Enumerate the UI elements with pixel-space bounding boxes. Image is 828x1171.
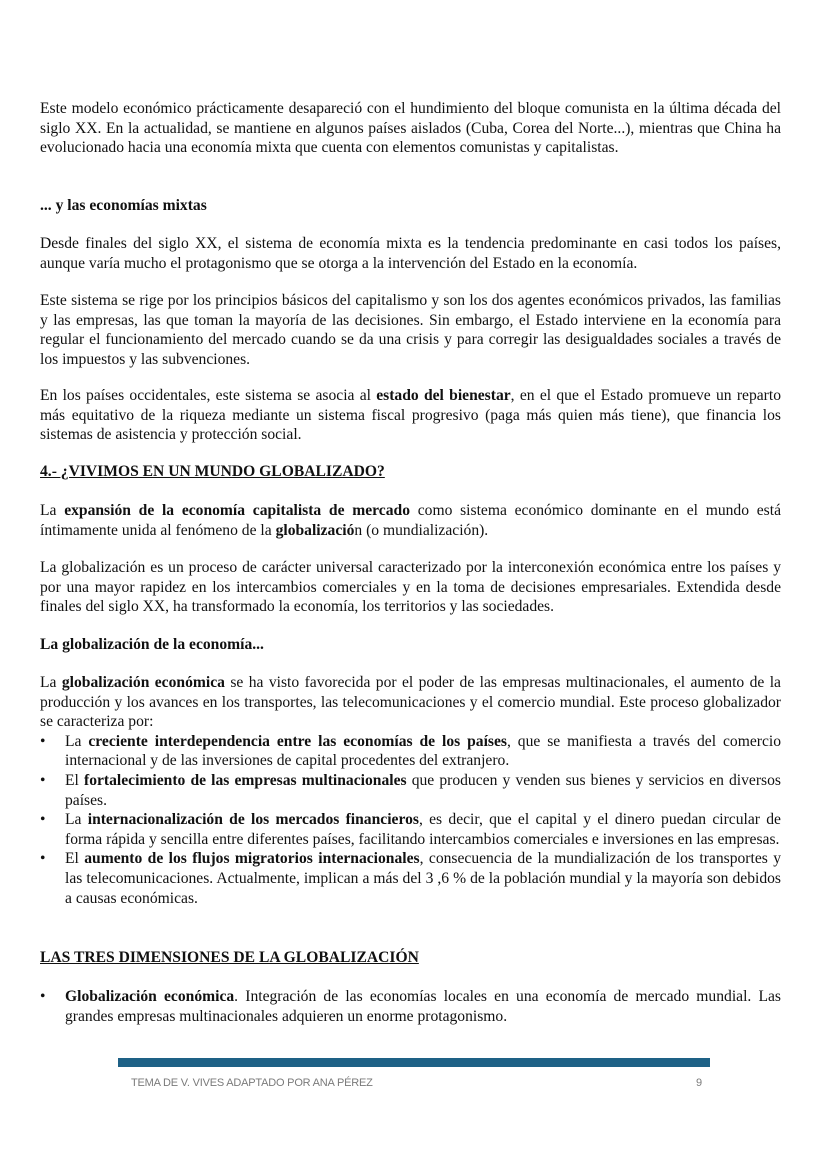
paragraph-comunismo: Este modelo económico prácticamente desapareció con el hundimiento del bloque comunista en la última década del siglo XX. En la actualidad, se mantiene en algunos países aislados (Cuba, Corea del Norte...), mientras que China ha evolucionado hacia una economía mixta que cuenta con elementos comunistas y capitalistas.: [40, 100, 781, 157]
bullet-icon: •: [40, 732, 46, 750]
paragraph-economia-mixta: Desde finales del siglo XX, el sistema de economía mixta es la tendencia predominante en casi todos los países, aunque varía mucho el protagonismo que se otorga a la intervención del Estado en la economía.: [40, 235, 781, 272]
footer-bar: [118, 1058, 710, 1067]
list-item: [40, 771, 781, 810]
text: n (o mundialización).: [354, 521, 489, 539]
bold-text: internacionalización de los mercados financieros: [87, 811, 419, 829]
text: como sistema económico dominante en el mundo está íntimamente unida al fenómeno de la: [40, 502, 781, 539]
section-heading-globalizado: 4.- ¿VIVIMOS EN UN MUNDO GLOBALIZADO?: [40, 463, 385, 480]
text: , es decir, que el capital y el dinero puedan circular de forma rápida y sencilla entre diferentes países, facilitando intercambios comerciales e inversiones en las empresas.: [65, 811, 781, 848]
bold-text: expansión de la economía capitalista de mercado: [64, 502, 410, 519]
text: La: [40, 674, 62, 691]
bold-text: globalizació: [275, 521, 355, 539]
text: , en el que el Estado promueve un reparto más equitativo de la riqueza mediante un sistema fiscal progresivo (paga más quien más tiene), que financia los sistemas de asistencia y protección social.: [40, 387, 782, 444]
text: La: [65, 811, 88, 829]
text: se ha visto favorecida por el poder de las empresas multinacionales, el aumento de la producción y los avances en los transportes, las telecomunicaciones y el comercio mundial. Este proceso globalizador se caracteriza por:: [40, 674, 781, 731]
bullet-icon: •: [40, 988, 46, 1005]
text: En los países occidentales, este sistema se asocia al: [40, 387, 377, 404]
dimensions-list: [40, 987, 781, 1026]
paragraph-sistema: Este sistema se rige por los principios básicos del capitalismo y son los dos agentes económicos privados, las familias y las empresas, las que toman la mayoría de las decisiones. Sin embargo, el Estado interviene en la economía para regular el funcionamiento del mercado cuando se da una crisis y para corregir las desigualdades sociales a través de los impuestos y las subvenciones.: [40, 292, 781, 368]
list-item: [40, 732, 781, 771]
bold-text: fortalecimiento de las empresas multinacionales: [84, 771, 407, 789]
paragraph-expansion: [40, 501, 781, 540]
bullet-icon: •: [40, 811, 46, 829]
bold-text: estado del bienestar: [376, 387, 511, 404]
subheading-globalizacion-economia: La globalización de la economía...: [40, 636, 264, 653]
subheading-economias-mixtas: ... y las economías mixtas: [40, 197, 207, 214]
footer-text: TEMA DE V. VIVES ADAPTADO POR ANA PÉREZ: [131, 1077, 373, 1089]
text: La: [65, 732, 89, 750]
text: El: [65, 850, 85, 868]
section-heading-tres-dimensiones: LAS TRES DIMENSIONES DE LA GLOBALIZACIÓN: [40, 949, 419, 966]
list-item: [40, 987, 781, 1026]
text: El: [65, 771, 84, 789]
paragraph-globalizacion-economica: [40, 673, 781, 908]
list-item: [40, 849, 781, 908]
bold-text: globalización económica: [61, 674, 225, 691]
bold-text: aumento de los flujos migratorios internacionales: [84, 850, 420, 868]
bullet-icon: •: [40, 850, 46, 868]
text: . Integración de las economías locales en una economía de mercado mundial. Las grandes empresas multinacionales adquieren un enorme protagonismo.: [65, 988, 781, 1025]
text: La: [40, 502, 65, 519]
text: , que se manifiesta a través del comercio internacional y de las inversiones de capital procedentes del extranjero.: [65, 732, 781, 770]
text: que producen y venden sus bienes y servicios en diversos países.: [65, 771, 781, 809]
paragraph-bienestar: [40, 386, 781, 445]
bullet-icon: •: [40, 771, 46, 789]
bold-text: Globalización económica: [65, 988, 235, 1005]
bold-text: creciente interdependencia entre las economías de los países: [88, 732, 507, 750]
text: , consecuencia de la mundialización de los transportes y las telecomunicaciones. Actualmente, implican a más del 3 ,6 % de la población mundial y la mayoría son debidos a causas económicas.: [65, 850, 781, 907]
bullet-list: [40, 732, 781, 908]
paragraph-definicion: La globalización es un proceso de carácter universal caracterizado por la interconexión económica entre los países y por una mayor rapidez en los intercambios comerciales y en la toma de decisiones empresariales. Extendida desde finales del siglo XX, ha transformado la economía, los territorios y las sociedades.: [40, 559, 781, 616]
list-item: [40, 810, 781, 849]
page-number: 9: [696, 1077, 702, 1089]
